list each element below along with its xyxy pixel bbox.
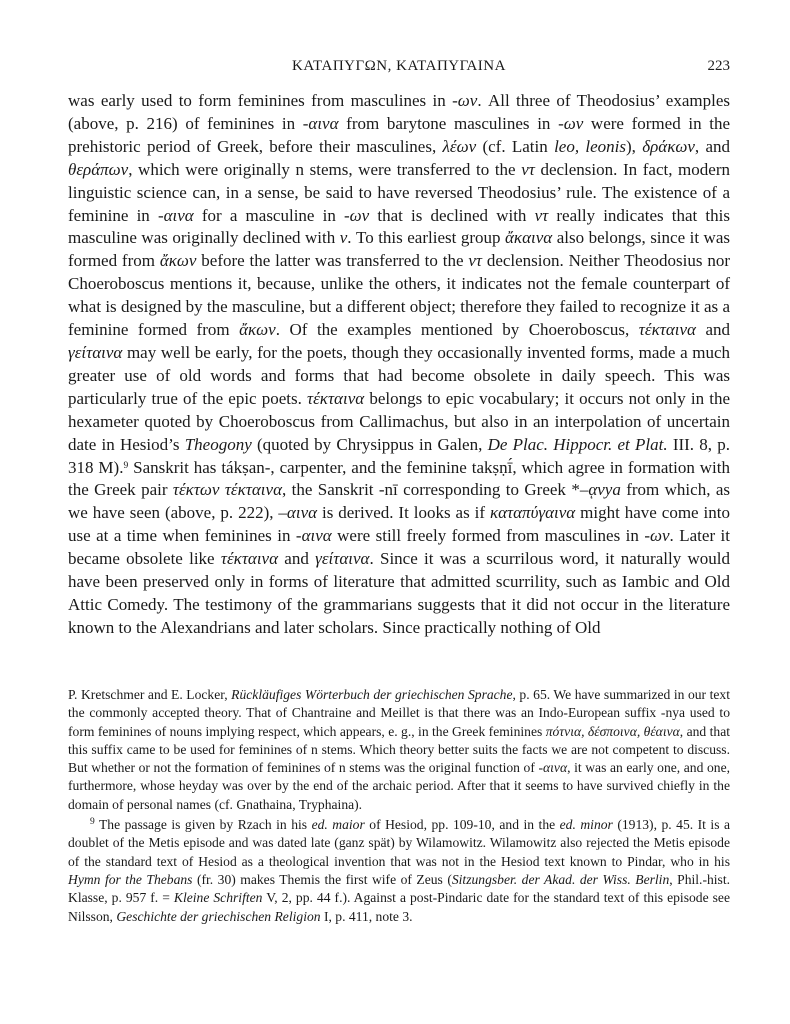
italic-text: -αινα: [157, 205, 194, 225]
italic-text: τέκτων τέκταινα: [172, 480, 282, 500]
text-run: III. 8, p. 318 M).: [68, 434, 731, 477]
text-run: is derived. It looks as if: [317, 503, 490, 523]
italic-text: θεράπων: [68, 159, 129, 179]
italic-text: καταπύγαινα: [489, 503, 576, 523]
text-run: declension. Neither Theodosius nor Choeroboscus mentions it, because, unlike the others, it indicates not the female counterpart of what is designed by the masculine, but a different object; therefore they failed to recognize it as a feminine formed from: [68, 251, 731, 340]
italic-text: -αινα: [295, 526, 332, 546]
text-run: from barytone masculines in: [338, 113, 559, 133]
footnote-continued: [68, 686, 730, 814]
text-run: (cf. Latin: [476, 136, 555, 156]
italic-text: ᾳνya: [588, 480, 621, 500]
italic-text: -αινα: [302, 113, 339, 133]
text-run: . Of the examples mentioned by Choeroboscus,: [275, 320, 639, 340]
italic-text: ἄκων: [159, 251, 197, 271]
text-run: P. Kretschmer and E. Locker,: [68, 687, 232, 702]
italic-text: -ων: [452, 91, 478, 110]
text-run: . Since it was a scurrilous word, it naturally would have been preserved only in forms of literature that admitted scurrility, such as Iambic and Old Attic Comedy. The testimony of the grammarians suggests that it did not occur in the literature known to the Alexandrians and later scholars. Since practically nothing of Old: [68, 549, 730, 637]
text-run: , and: [694, 136, 731, 156]
italic-text: λέων: [442, 136, 477, 156]
italic-text: Theogony: [184, 434, 252, 454]
text-run: The passage is given by Rzach in his: [94, 817, 312, 833]
text-run: V, 2, pp. 44 f.). Against a post-Pindaric date for the standard text of this episode see Nilsson,: [68, 890, 730, 924]
italic-text: Geschichte der griechischen Religion: [116, 908, 321, 924]
italic-text: τέκταινα: [307, 388, 365, 408]
italic-text: γείταινα: [68, 342, 123, 362]
text-run: . To this earliest group: [347, 228, 505, 248]
text-run: and: [695, 320, 731, 340]
italic-text: Sitzungsber. der Akad. der Wiss. Berlin: [451, 871, 670, 887]
text-run: , and that this suffix came to be used for feminines of n stems. Which theory better suits the facts we are not competent to discuss. But whether or not the formation of feminines of n stems was the original function of: [68, 723, 731, 776]
text-run: (fr. 30) makes Themis the first wife of Zeus (: [192, 871, 452, 887]
italic-text: -ων: [558, 113, 584, 133]
text-run: , Phil.-hist. Klasse, p. 957 f. =: [68, 871, 731, 906]
italic-text: τέκταινα: [638, 320, 696, 340]
text-run: before the latter was transferred to the: [196, 251, 469, 271]
italic-text: ντ: [521, 159, 535, 179]
italic-text: ἄκαινα: [505, 228, 553, 248]
italic-text: -αινα: [538, 760, 568, 776]
italic-text: ντ: [534, 205, 549, 225]
text-run: were still freely formed from masculines in: [331, 526, 645, 546]
text-run: declension. In fact, modern linguistic science can, in a sense, be said to have reversed Theodosius’ rule. The existence of a feminine in: [68, 159, 730, 225]
italic-text: αινα: [286, 503, 318, 523]
text-run: belongs to epic vocabulary; it occurs not only in the hexameter quoted by Choeroboscus from Callimachus, but also in an interpolation of uncertain date in Hesiod’s: [68, 388, 730, 454]
text-run: (1913), p. 45. It is a doublet of the Metis episode and was dated late (ganz spät) by Wilamowitz. Wilamowitz also rejected the Metis episode of the standard text of Hesiod as a theological invention that was not in the Hesiod text known to Pindar, who in his: [68, 817, 731, 869]
text-run: , p. 65. We have summarized in our text the commonly accepted theory. That of Chantraine and Meillet is that there was an Indo-European suffix -nya used to form feminines of nouns implying respect, which appears, e. g., in the Greek feminines: [68, 687, 730, 739]
footnote-marker: 9: [90, 817, 95, 828]
page-header: [68, 58, 730, 80]
text-run: , it was an early one, and one, furthermore, whose heyday was over by the end of the archaic period. After that it seems to have survived chiefly in the domain of personal names (cf. Gnathaina, Tryphaina).: [68, 760, 731, 812]
text-run: . Later it became obsolete like: [68, 526, 730, 569]
text-run: really indicates that this masculine was originally declined with: [68, 205, 730, 248]
italic-text: ντ: [468, 251, 482, 271]
text-run: was early used to form feminines from masculines in: [68, 91, 453, 110]
footnotes: [68, 686, 730, 926]
italic-text: τέκταινα: [220, 549, 279, 569]
text-run: and: [278, 549, 316, 569]
body-paragraph: [68, 90, 730, 640]
footnote-marker: 9: [123, 460, 129, 471]
italic-text: De Plac. Hippocr. et Plat.: [487, 434, 668, 454]
text-run: (quoted by Chrysippus in Galen,: [251, 434, 488, 454]
page-number: 223: [707, 58, 730, 74]
italic-text: ἄκων: [239, 320, 276, 340]
italic-text: -ων: [644, 526, 670, 546]
text-run: , the Sanskrit -nī corresponding to Greek *–: [282, 480, 589, 500]
italic-text: Kleine Schriften: [173, 890, 263, 906]
text-run: were formed in the prehistoric period of Greek, before their masculines,: [68, 113, 730, 156]
text-run: . All three of Theodosius’ examples (above, p. 216) of feminines in: [68, 91, 730, 133]
text-run: of Hesiod, pp. 109-10, and in the: [364, 817, 560, 833]
italic-text: γείταινα: [315, 549, 370, 569]
italic-text: -ων: [343, 205, 370, 225]
italic-text: ed. minor: [559, 817, 613, 833]
text-run: that is declined with: [369, 205, 535, 225]
text-run: I, p. 411, note 3.: [320, 908, 413, 924]
italic-text: Rückläufiges Wörterbuch der griechischen Sprache: [231, 687, 513, 702]
text-run: Sanskrit has tákṣan-, carpenter, and the feminine takṣṇī́, which agree in formation with the Greek pair: [68, 457, 730, 500]
italic-text: leo, leonis: [554, 136, 626, 156]
text-run: from which, as we have seen (above, p. 222), –: [68, 480, 730, 523]
text-run: may well be early, for the poets, though they occasionally invented forms, made a much greater use of old words and forms that had become obsolete in daily speech. This was particularly true of the epic poets.: [68, 342, 730, 408]
italic-text: ν: [339, 228, 348, 248]
italic-text: δράκων: [642, 136, 695, 156]
text-run: also belongs, since it was formed from: [68, 228, 730, 271]
italic-text: πότνια, δέσποινα, θέαινα: [545, 723, 680, 739]
running-title: ΚΑΤΑΠΥΓΩΝ, ΚΑΤΑΠΥΓΑΙΝΑ: [292, 58, 506, 74]
footnote-9: [68, 816, 730, 926]
text-run: , which were originally n stems, were transferred to the: [128, 159, 522, 179]
text-run: might have come into use at a time when feminines in: [68, 503, 730, 546]
italic-text: ed. maior: [311, 817, 365, 833]
text-run: ),: [626, 136, 643, 156]
italic-text: Hymn for the Thebans: [68, 871, 193, 887]
text-run: for a masculine in: [193, 205, 344, 225]
